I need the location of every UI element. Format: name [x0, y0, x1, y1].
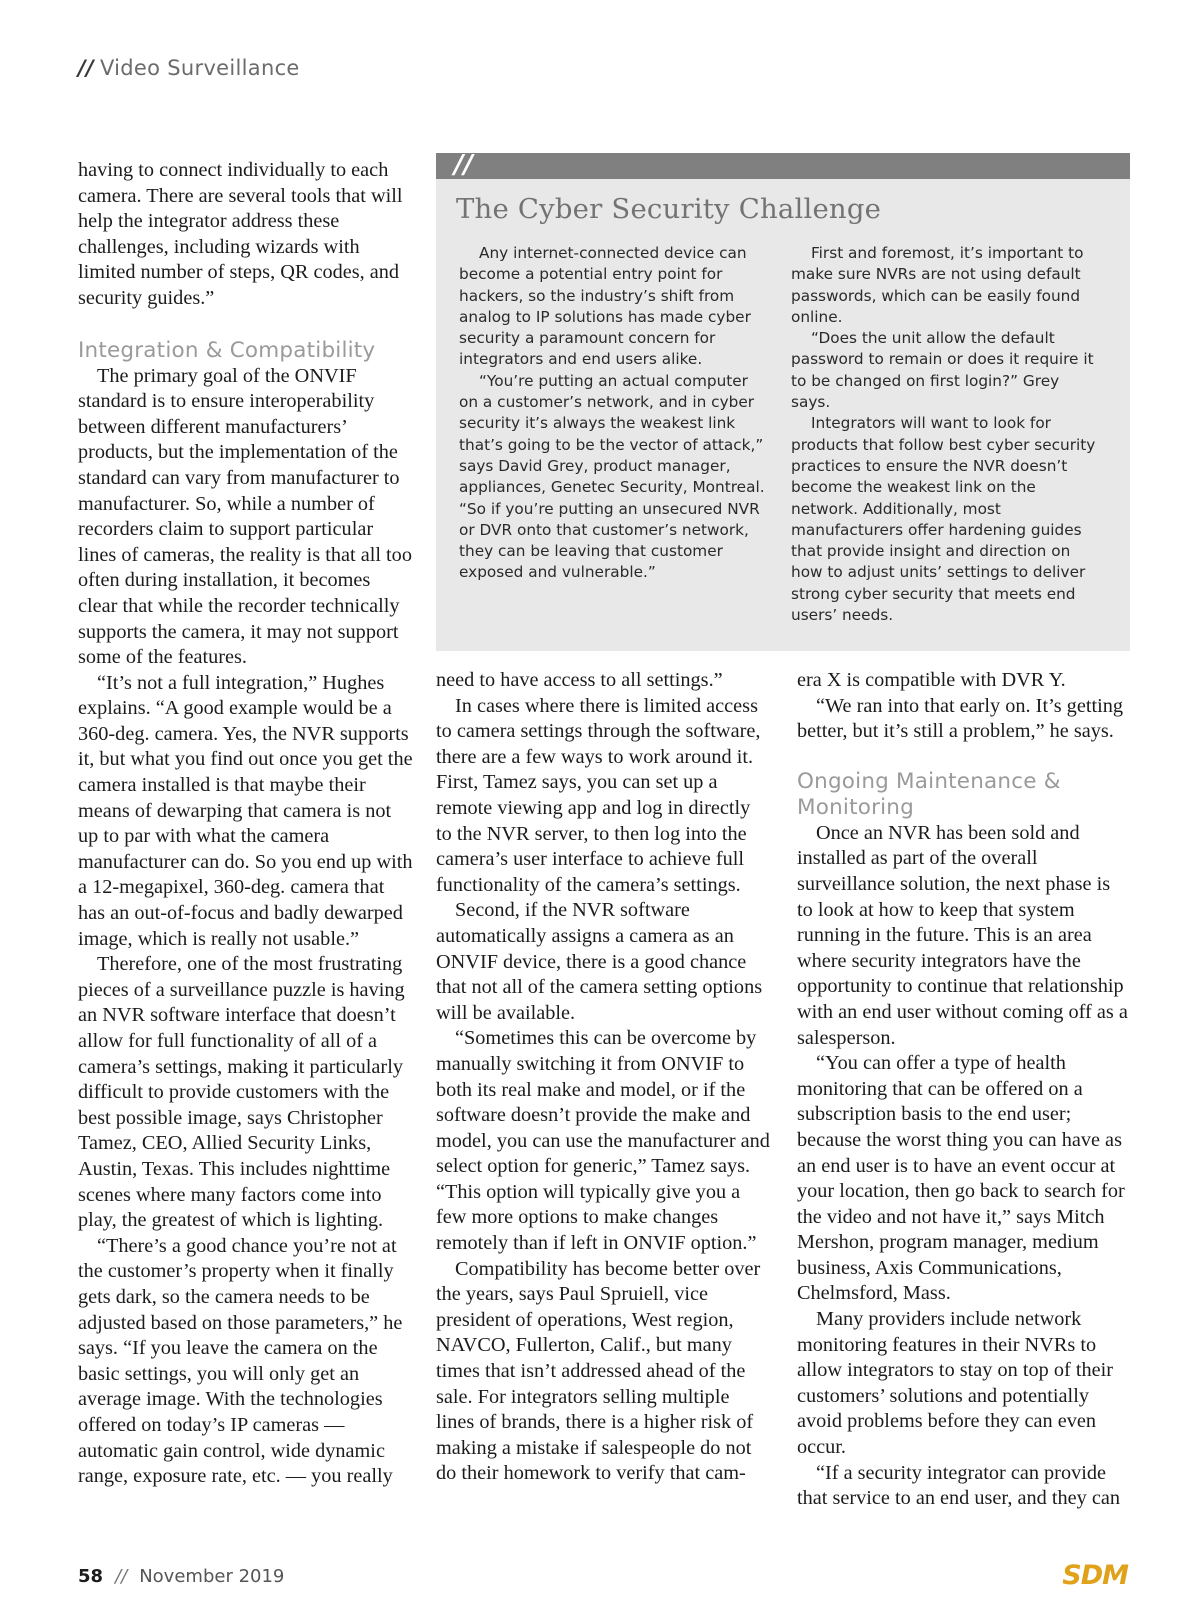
paragraph: “There’s a good chance you’re not at the customer’s property when it finally gets dark, so the camera needs to be adjusted based on those parameters,” he says. “If you leave the camera on the basic settings, you will only get an average image. With the technologies offered on today’s IP cameras — automatic gain control, wide dynamic range, exposure rate, etc. — you really: [78, 1234, 403, 1488]
paragraph: Once an NVR has been sold and installed as part of the overall surveillance solution, the next phase is to look at how to keep that system running in the future. This is an area where security integrators have the opportunity to continue that relationship with an end user without coming off as a salesperson.: [797, 821, 1128, 1049]
paragraph: “Sometimes this can be overcome by manually switching it from ONVIF to both its real make and model, or if the software doesn’t provide the make and model, you can use the manufacturer and select option for generic,” Tamez says. “This option will typically give you a few more options to make changes remotely than if left in ONVIF option.”: [436, 1027, 770, 1255]
paragraph: In cases where there is limited access to camera settings through the software, there are a few ways to work around it. First, Tamez says, you can set up a remote viewing app and log in directly to the NVR server, to then log into the camera’s user interface to achieve full functionality of the camera’s settings.: [436, 694, 761, 896]
article-column-1: [78, 158, 413, 1490]
paragraph: Second, if the NVR software automatically assigns a camera as an ONVIF device, there is a good chance that not all of the camera setting options will be available.: [436, 899, 763, 1024]
sidebar-header-bar: [436, 150, 1130, 180]
issue-date: November 2019: [139, 1566, 285, 1587]
sidebar-paragraph: Integrators will want to look for products that follow best cyber security practices to ensure the NVR doesn’t become the weakest link on the network. Additionally, most manufacturers offer hardening guides that provide insight and direction on how to adjust units’ settings to deliver strong cyber security that meets end users’ needs.: [791, 414, 1096, 625]
sidebar-title: The Cyber Security Challenge: [456, 193, 882, 225]
article-column-3: [797, 668, 1130, 1512]
paragraph: The primary goal of the ONVIF standard is to ensure interoperability between different manufacturers’ products, but the implementation of the standard can vary from manufacturer to manufacturer. So, while a number of recorders claim to support particular lines of cameras, the reality is that all too often during installation, it becomes clear that while the recorder technically supports the camera, it may not support some of the features.: [78, 364, 412, 669]
sidebar-paragraph: “Does the unit allow the default password to remain or does it require it to be changed on first login?” Grey says.: [791, 329, 1094, 412]
sidebar-column-2: [791, 243, 1103, 626]
subhead-integration: Integration & Compatibility: [78, 337, 376, 363]
paragraph: Many providers include network monitoring features in their NVRs to allow integrators to stay on top of their customers’ solutions and potentially avoid problems before they can even occur.: [797, 1308, 1113, 1459]
page-footer: [78, 1566, 284, 1587]
sidebar-paragraph: Any internet-connected device can become a potential entry point for hackers, so the industry’s shift from analog to IP solutions has made cyber security a paramount concern for integrators and end users alike.: [459, 244, 751, 369]
sdm-logo: SDM: [1062, 1560, 1128, 1591]
section-slashes: //: [78, 56, 94, 80]
paragraph: era X is compatible with DVR Y.: [797, 669, 1066, 691]
paragraph: “If a security integrator can provide that service to an end user, and they can: [797, 1461, 1120, 1510]
sidebar-paragraph: “You’re putting an actual computer on a customer’s network, and in cyber security it’s always the weakest link that’s going to be the vector of attack,” says David Grey, product manager, appliances, Genetec Security, Montreal. “So if you’re putting an unsecured NVR or DVR onto that customer’s network, they can be leaving that customer exposed and vulnerable.”: [459, 371, 765, 582]
paragraph: “We ran into that early on. It’s getting better, but it’s still a problem,” he says.: [797, 694, 1124, 743]
running-head: [78, 56, 300, 80]
sidebar-slash: //: [454, 150, 473, 180]
paragraph: “It’s not a full integration,” Hughes explains. “A good example would be a 360-deg. camera. Yes, the NVR supports it, but what you find out once you get the camera installed is that maybe their means of dewarping that camera is not up to par with what the camera manufacturer can do. So you end up with a 12-megapixel, 360-deg. camera that has an out-of-focus and badly dewarped image, which is really not usable.”: [78, 671, 413, 950]
footer-separator: //: [115, 1566, 128, 1587]
paragraph: need to have access to all settings.”: [436, 669, 723, 691]
subhead-maintenance: Ongoing Maintenance & Monitoring: [797, 768, 1061, 820]
paragraph: Compatibility has become better over the years, says Paul Spruiell, vice president of operations, West region, NAVCO, Fullerton, Calif., but many times that isn’t addressed ahead of the sale. For integrators selling multiple lines of brands, there is a higher risk of making a mistake if salespeople do not do their homework to verify that cam-: [436, 1257, 761, 1485]
sidebar-paragraph: First and foremost, it’s important to make sure NVRs are not using default passwords, which can be easily found online.: [791, 244, 1084, 326]
sidebar-box: [436, 150, 1130, 651]
article-column-2: [436, 668, 771, 1487]
paragraph: “You can offer a type of health monitoring that can be offered on a subscription basis to the end user; because the worst thing you can have as an end user is to have an event occur at your location, then go back to search for the video and not have it,” says Mitch Mershon, program manager, medium business, Axis Communications, Chelmsford, Mass.: [797, 1052, 1125, 1305]
page-number: 58: [78, 1566, 104, 1587]
sidebar-column-1: [459, 243, 769, 584]
paragraph: having to connect individually to each camera. There are several tools that will help the integrator address these challenges, including wizards with limited number of steps, QR codes, and security guides.”: [78, 159, 403, 309]
paragraph: Therefore, one of the most frustrating pieces of a surveillance puzzle is having an NVR software interface that doesn’t allow for full functionality of all of a camera’s settings, making it particularly difficult to provide customers with the best possible image, says Christopher Tamez, CEO, Allied Security Links, Austin, Texas. This includes nighttime scenes where many factors come into play, the greatest of which is lighting.: [78, 953, 405, 1232]
section-name: Video Surveillance: [99, 56, 300, 80]
